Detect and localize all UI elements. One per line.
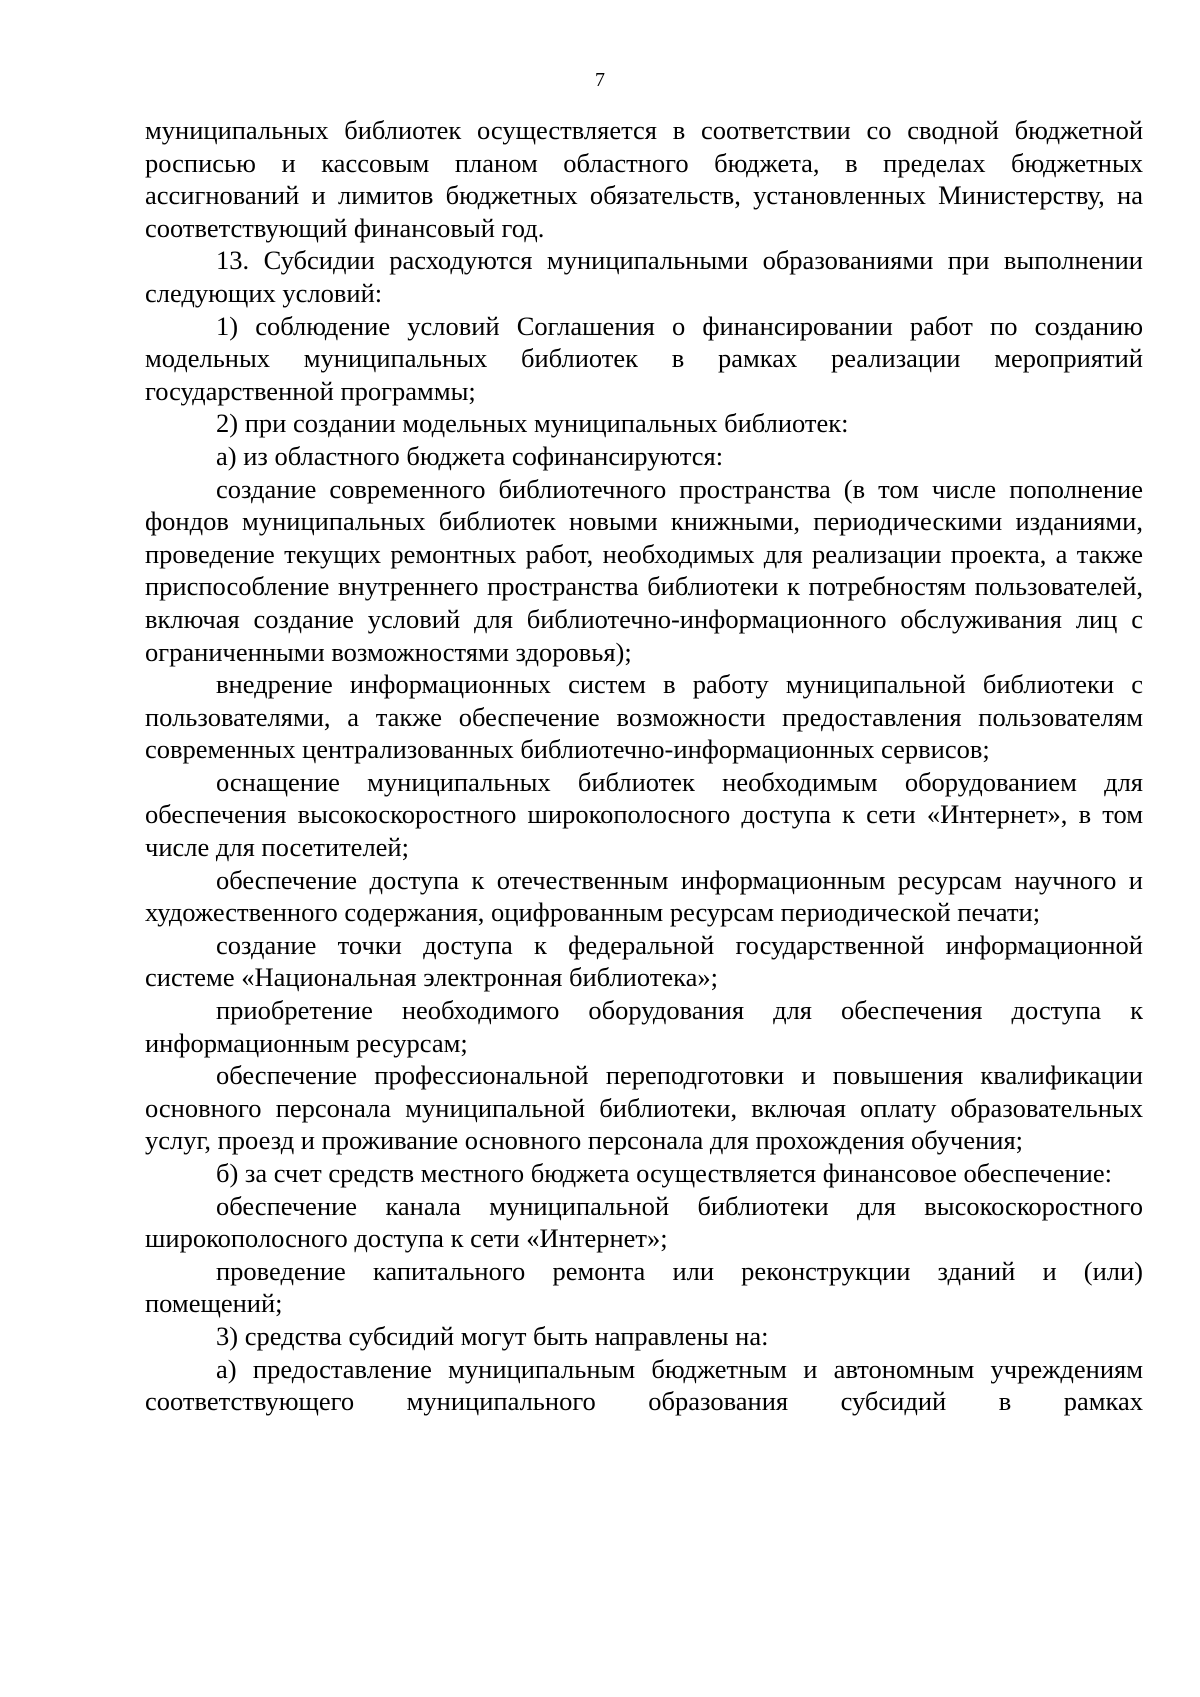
paragraph: а) предоставление муниципальным бюджетным и автономным учреждениям соответствующего муниципального образования субсидий в рамках <box>145 1353 1143 1417</box>
page-number: 7 <box>595 69 605 91</box>
paragraph: создание точки доступа к федеральной государственной информационной системе «Национальная электронная библиотека»; <box>145 929 1143 993</box>
paragraph: обеспечение канала муниципальной библиотеки для высокоскоростного широкополосного доступа к сети «Интернет»; <box>145 1190 1143 1254</box>
paragraph: проведение капитального ремонта или реконструкции зданий и (или) помещений; <box>145 1255 1143 1319</box>
paragraph: оснащение муниципальных библиотек необходимым оборудованием для обеспечения высокоскоростного широкополосного доступа к сети «Интернет», в том числе для посетителей; <box>145 766 1143 863</box>
paragraph: 1) соблюдение условий Соглашения о финансировании работ по созданию модельных муниципальных библиотек в рамках реализации мероприятий государственной программы; <box>145 310 1143 406</box>
paragraph: а) из областного бюджета софинансируются: <box>216 440 724 471</box>
paragraph: 13. Субсидии расходуются муниципальными образованиями при выполнении следующих условий: <box>145 245 1143 308</box>
paragraph: 2) при создании модельных муниципальных библиотек: <box>216 408 849 439</box>
paragraph: приобретение необходимого оборудования для обеспечения доступа к информационным ресурсам; <box>145 995 1143 1058</box>
paragraph: 3) средства субсидий могут быть направлены на: <box>216 1320 769 1351</box>
paragraph: создание современного библиотечного пространства (в том числе пополнение фондов муниципальных библиотек новыми книжными, периодическими изданиями, проведение текущих ремонтных работ, необходимых для реализации проекта, а также приспособление внутреннего пространства библиотеки к потребностям пользователей, включая создание условий для библиотечно-информационного обслуживания лиц с ограниченными возможностями здоровья); <box>145 473 1143 667</box>
paragraph: б) за счет средств местного бюджета осуществляется финансовое обеспечение: <box>216 1158 1112 1188</box>
paragraph: внедрение информационных систем в работу муниципальной библиотеки с пользователями, а также обеспечение возможности предоставления пользователям современных централизованных библиотечно-информационных сервисов; <box>145 669 1143 765</box>
paragraph: обеспечение профессиональной переподготовки и повышения квалификации основного персонала муниципальной библиотеки, включая оплату образовательных услуг, проезд и проживание основного персонала для прохождения обучения; <box>145 1060 1143 1156</box>
paragraph: обеспечение доступа к отечественным информационным ресурсам научного и художественного содержания, оцифрованным ресурсам периодической печати; <box>145 864 1143 928</box>
paragraph: муниципальных библиотек осуществляется в соответствии со сводной бюджетной росписью и кассовым планом областного бюджета, в пределах бюджетных ассигнований и лимитов бюджетных обязательств, установленных Министерству, на соответствующий финансовый год. <box>145 115 1143 243</box>
document-body <box>145 114 1143 1418</box>
